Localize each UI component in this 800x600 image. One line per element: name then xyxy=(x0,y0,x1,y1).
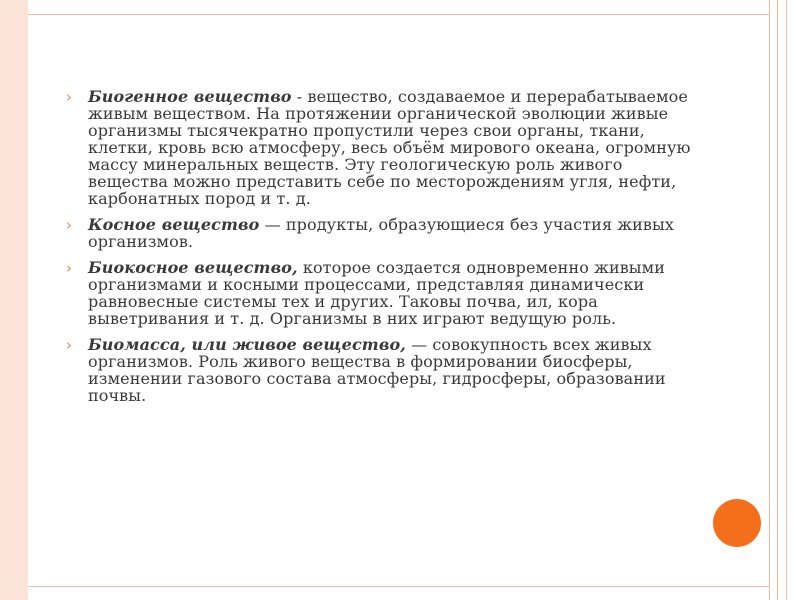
right-frame-line xyxy=(777,0,778,600)
bottom-frame-line xyxy=(28,586,770,587)
bullet-text xyxy=(88,216,706,250)
bullet-text xyxy=(88,259,706,327)
chevron-bullet-icon: › xyxy=(66,216,72,234)
bullet-description: которое создается одновременно живыми организмами и косными процессами, представляя динамически равновесные системы тех и других. Таковы почва, ил, кора выветривания и т. д. Организмы в них играют ведущую роль. xyxy=(88,258,665,328)
chevron-bullet-icon: › xyxy=(66,259,72,277)
bullet-item xyxy=(66,88,706,207)
slide-content xyxy=(66,88,706,413)
orange-accent-circle xyxy=(713,499,761,547)
left-decorative-band xyxy=(0,0,28,600)
chevron-bullet-icon: › xyxy=(66,88,72,106)
bullet-term: Биогенное вещество xyxy=(88,87,292,106)
bullet-description: - вещество, создаваемое и перерабатываемое живым веществом. На протяжении органической эволюции живые организмы тысячекратно пропустили через свои органы, ткани, клетки, кровь всю атмосферу, весь объём мирового океана, огромную массу минеральных веществ. Эту геологическую роль живого вещества можно представить себе по месторождениям угля, нефти, карбонатных пород и т. д. xyxy=(88,87,691,208)
bullet-description: — продукты, образующиеся без участия живых организмов. xyxy=(88,215,674,251)
top-frame-line xyxy=(28,14,770,15)
bullet-text xyxy=(88,336,706,404)
bullet-text xyxy=(88,88,706,207)
bullet-term: Косное вещество xyxy=(88,215,260,234)
right-frame-line xyxy=(769,0,770,600)
bullet-item xyxy=(66,216,706,250)
bullet-item xyxy=(66,336,706,404)
bullet-term: Биокосное вещество, xyxy=(88,258,298,277)
right-frame-line xyxy=(786,0,787,600)
bullet-description: — совокупность всех живых организмов. Роль живого вещества в формировании биосферы, изменении газового состава атмосферы, гидросферы, образовании почвы. xyxy=(88,335,666,405)
bullet-term: Биомасса, или живое вещество, xyxy=(88,335,406,354)
bullet-item xyxy=(66,259,706,327)
chevron-bullet-icon: › xyxy=(66,336,72,354)
